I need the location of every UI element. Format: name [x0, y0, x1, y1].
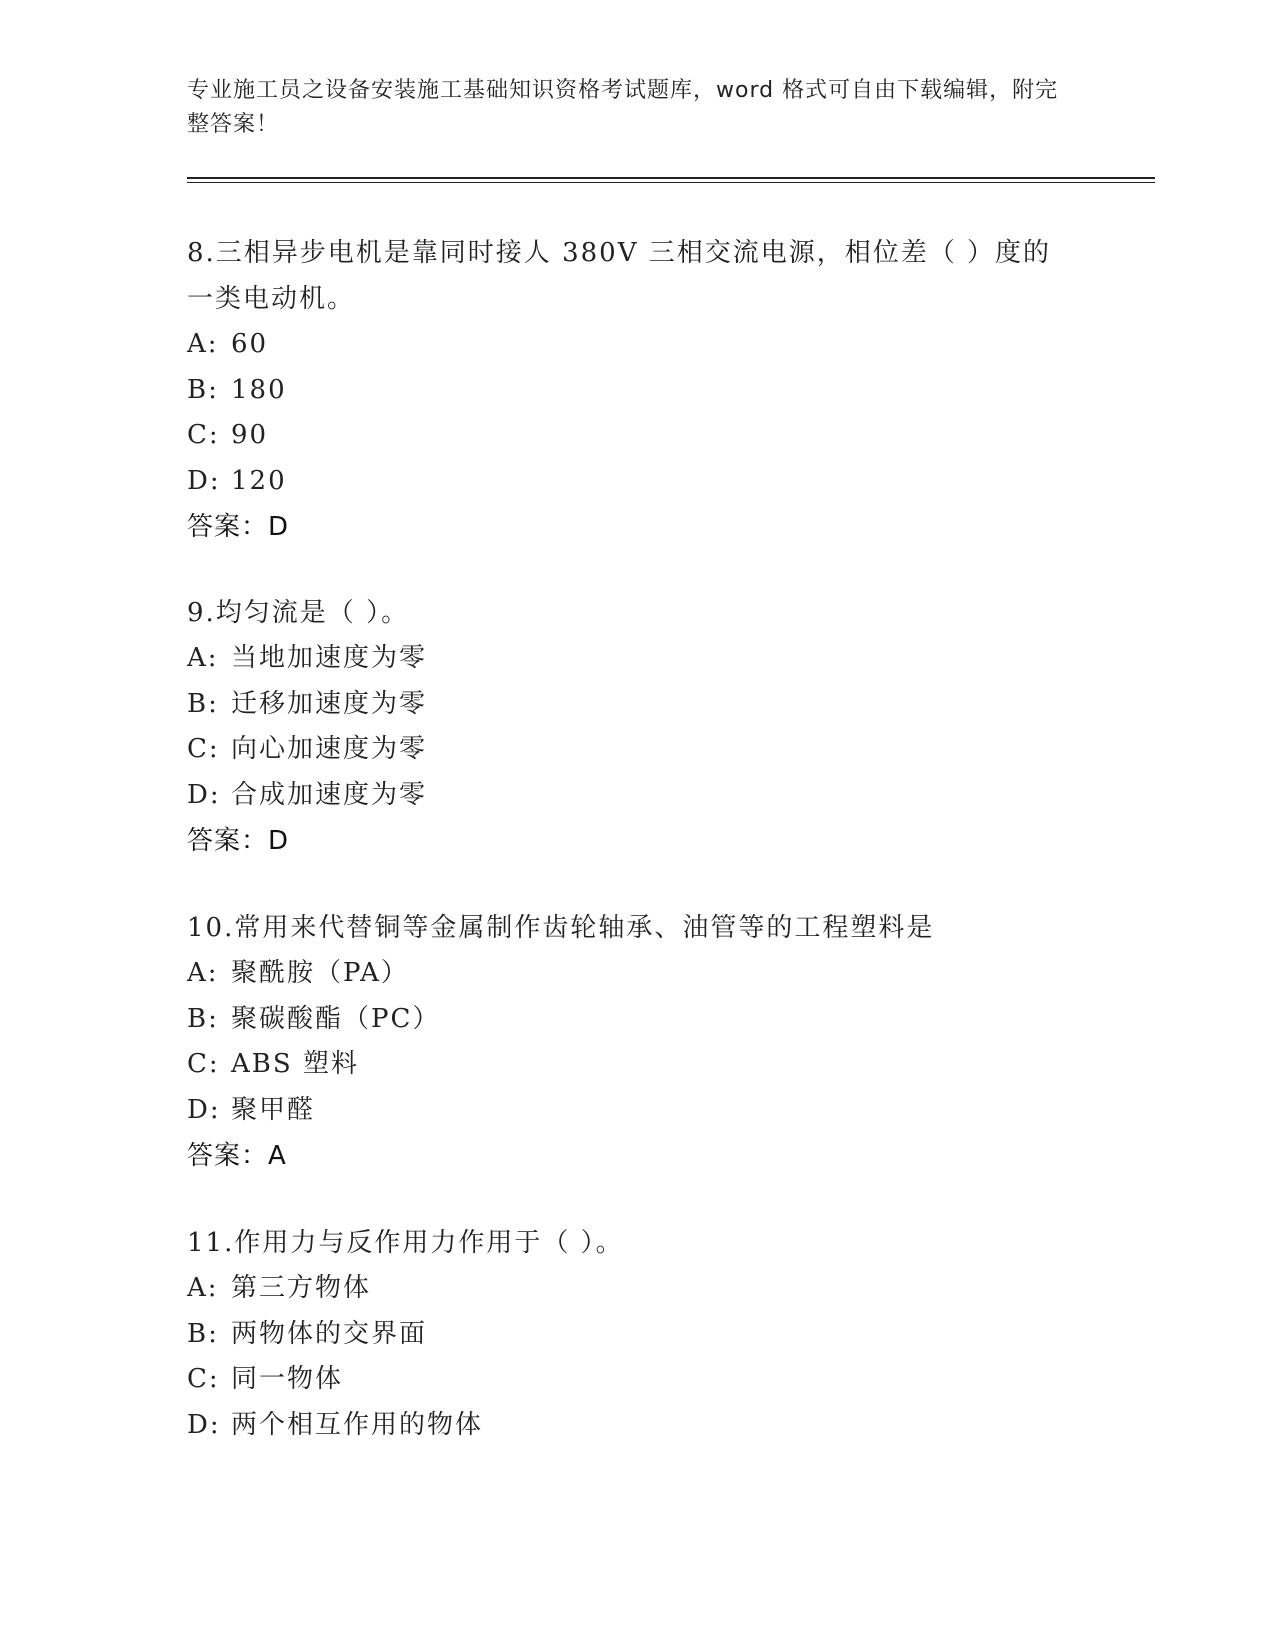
header-divider-thin: [187, 182, 1155, 183]
question-10: [187, 905, 1087, 1179]
option-a: [187, 636, 1087, 682]
option-d: [187, 773, 1087, 819]
question-9: [187, 590, 1087, 864]
document-header: 专业施工员之设备安装施工基础知识资格考试题库，word 格式可自由下载编辑，附完整答案！: [187, 78, 1059, 137]
option-letter: D:: [187, 1094, 221, 1125]
option-letter: A:: [187, 1273, 219, 1303]
option-letter: C:: [187, 734, 220, 764]
option-letter: D:: [187, 779, 221, 810]
option-d: [187, 1088, 1087, 1134]
option-letter: B:: [187, 688, 219, 719]
answer-line: 答案：D: [187, 826, 290, 856]
question-stem: 11.作用力与反作用力作用于（ ）。: [187, 1228, 624, 1258]
question-11: [187, 1220, 1087, 1448]
option-text: 两个相互作用的物体: [231, 1409, 484, 1440]
option-letter: B:: [187, 1318, 219, 1349]
option-letter: A:: [187, 643, 219, 673]
option-text: 同一物体: [231, 1364, 344, 1394]
option-a: [187, 1266, 1087, 1312]
header-divider-thick: [187, 177, 1155, 179]
option-text: 聚酰胺（PA）: [231, 958, 409, 988]
option-letter: A:: [187, 329, 219, 359]
option-b: [187, 997, 1087, 1043]
option-c: [187, 1357, 1087, 1403]
option-text: 迁移加速度为零: [231, 688, 428, 719]
option-a: [187, 322, 1087, 368]
option-text: 180: [231, 374, 287, 405]
question-stem: 8.三相异步电机是靠同时接人 380V 三相交流电源，相位差（ ）度的一类电动机。: [187, 238, 1052, 314]
option-letter: D:: [187, 465, 221, 496]
question-stem: 9.均匀流是（ ）。: [187, 598, 410, 628]
option-b: [187, 682, 1087, 728]
option-c: [187, 1042, 1087, 1088]
option-text: 60: [231, 329, 269, 359]
option-letter: B:: [187, 1003, 219, 1034]
option-text: 两物体的交界面: [231, 1318, 428, 1349]
option-d: [187, 1403, 1087, 1449]
option-c: [187, 413, 1087, 459]
option-c: [187, 727, 1087, 773]
question-8: [187, 230, 1087, 550]
option-letter: A:: [187, 958, 219, 988]
option-text: 90: [231, 420, 269, 450]
option-letter: C:: [187, 420, 220, 450]
option-a: [187, 951, 1087, 997]
option-text: 向心加速度为零: [231, 734, 428, 764]
option-text: 当地加速度为零: [231, 643, 428, 673]
option-d: [187, 459, 1087, 505]
question-stem: 10.常用来代替铜等金属制作齿轮轴承、油管等的工程塑料是: [187, 913, 935, 943]
option-text: 聚甲醛: [231, 1094, 316, 1125]
option-letter: B:: [187, 374, 219, 405]
option-text: 120: [231, 465, 287, 496]
answer-line: 答案：A: [187, 1141, 287, 1171]
option-text: ABS 塑料: [231, 1049, 359, 1079]
option-letter: D:: [187, 1409, 221, 1440]
option-text: 聚碳酸酯（PC）: [231, 1003, 441, 1034]
option-b: [187, 368, 1087, 414]
option-text: 第三方物体: [231, 1273, 372, 1303]
option-letter: C:: [187, 1049, 220, 1079]
answer-line: 答案：D: [187, 512, 290, 542]
option-b: [187, 1312, 1087, 1358]
option-text: 合成加速度为零: [231, 779, 428, 810]
option-letter: C:: [187, 1364, 220, 1394]
